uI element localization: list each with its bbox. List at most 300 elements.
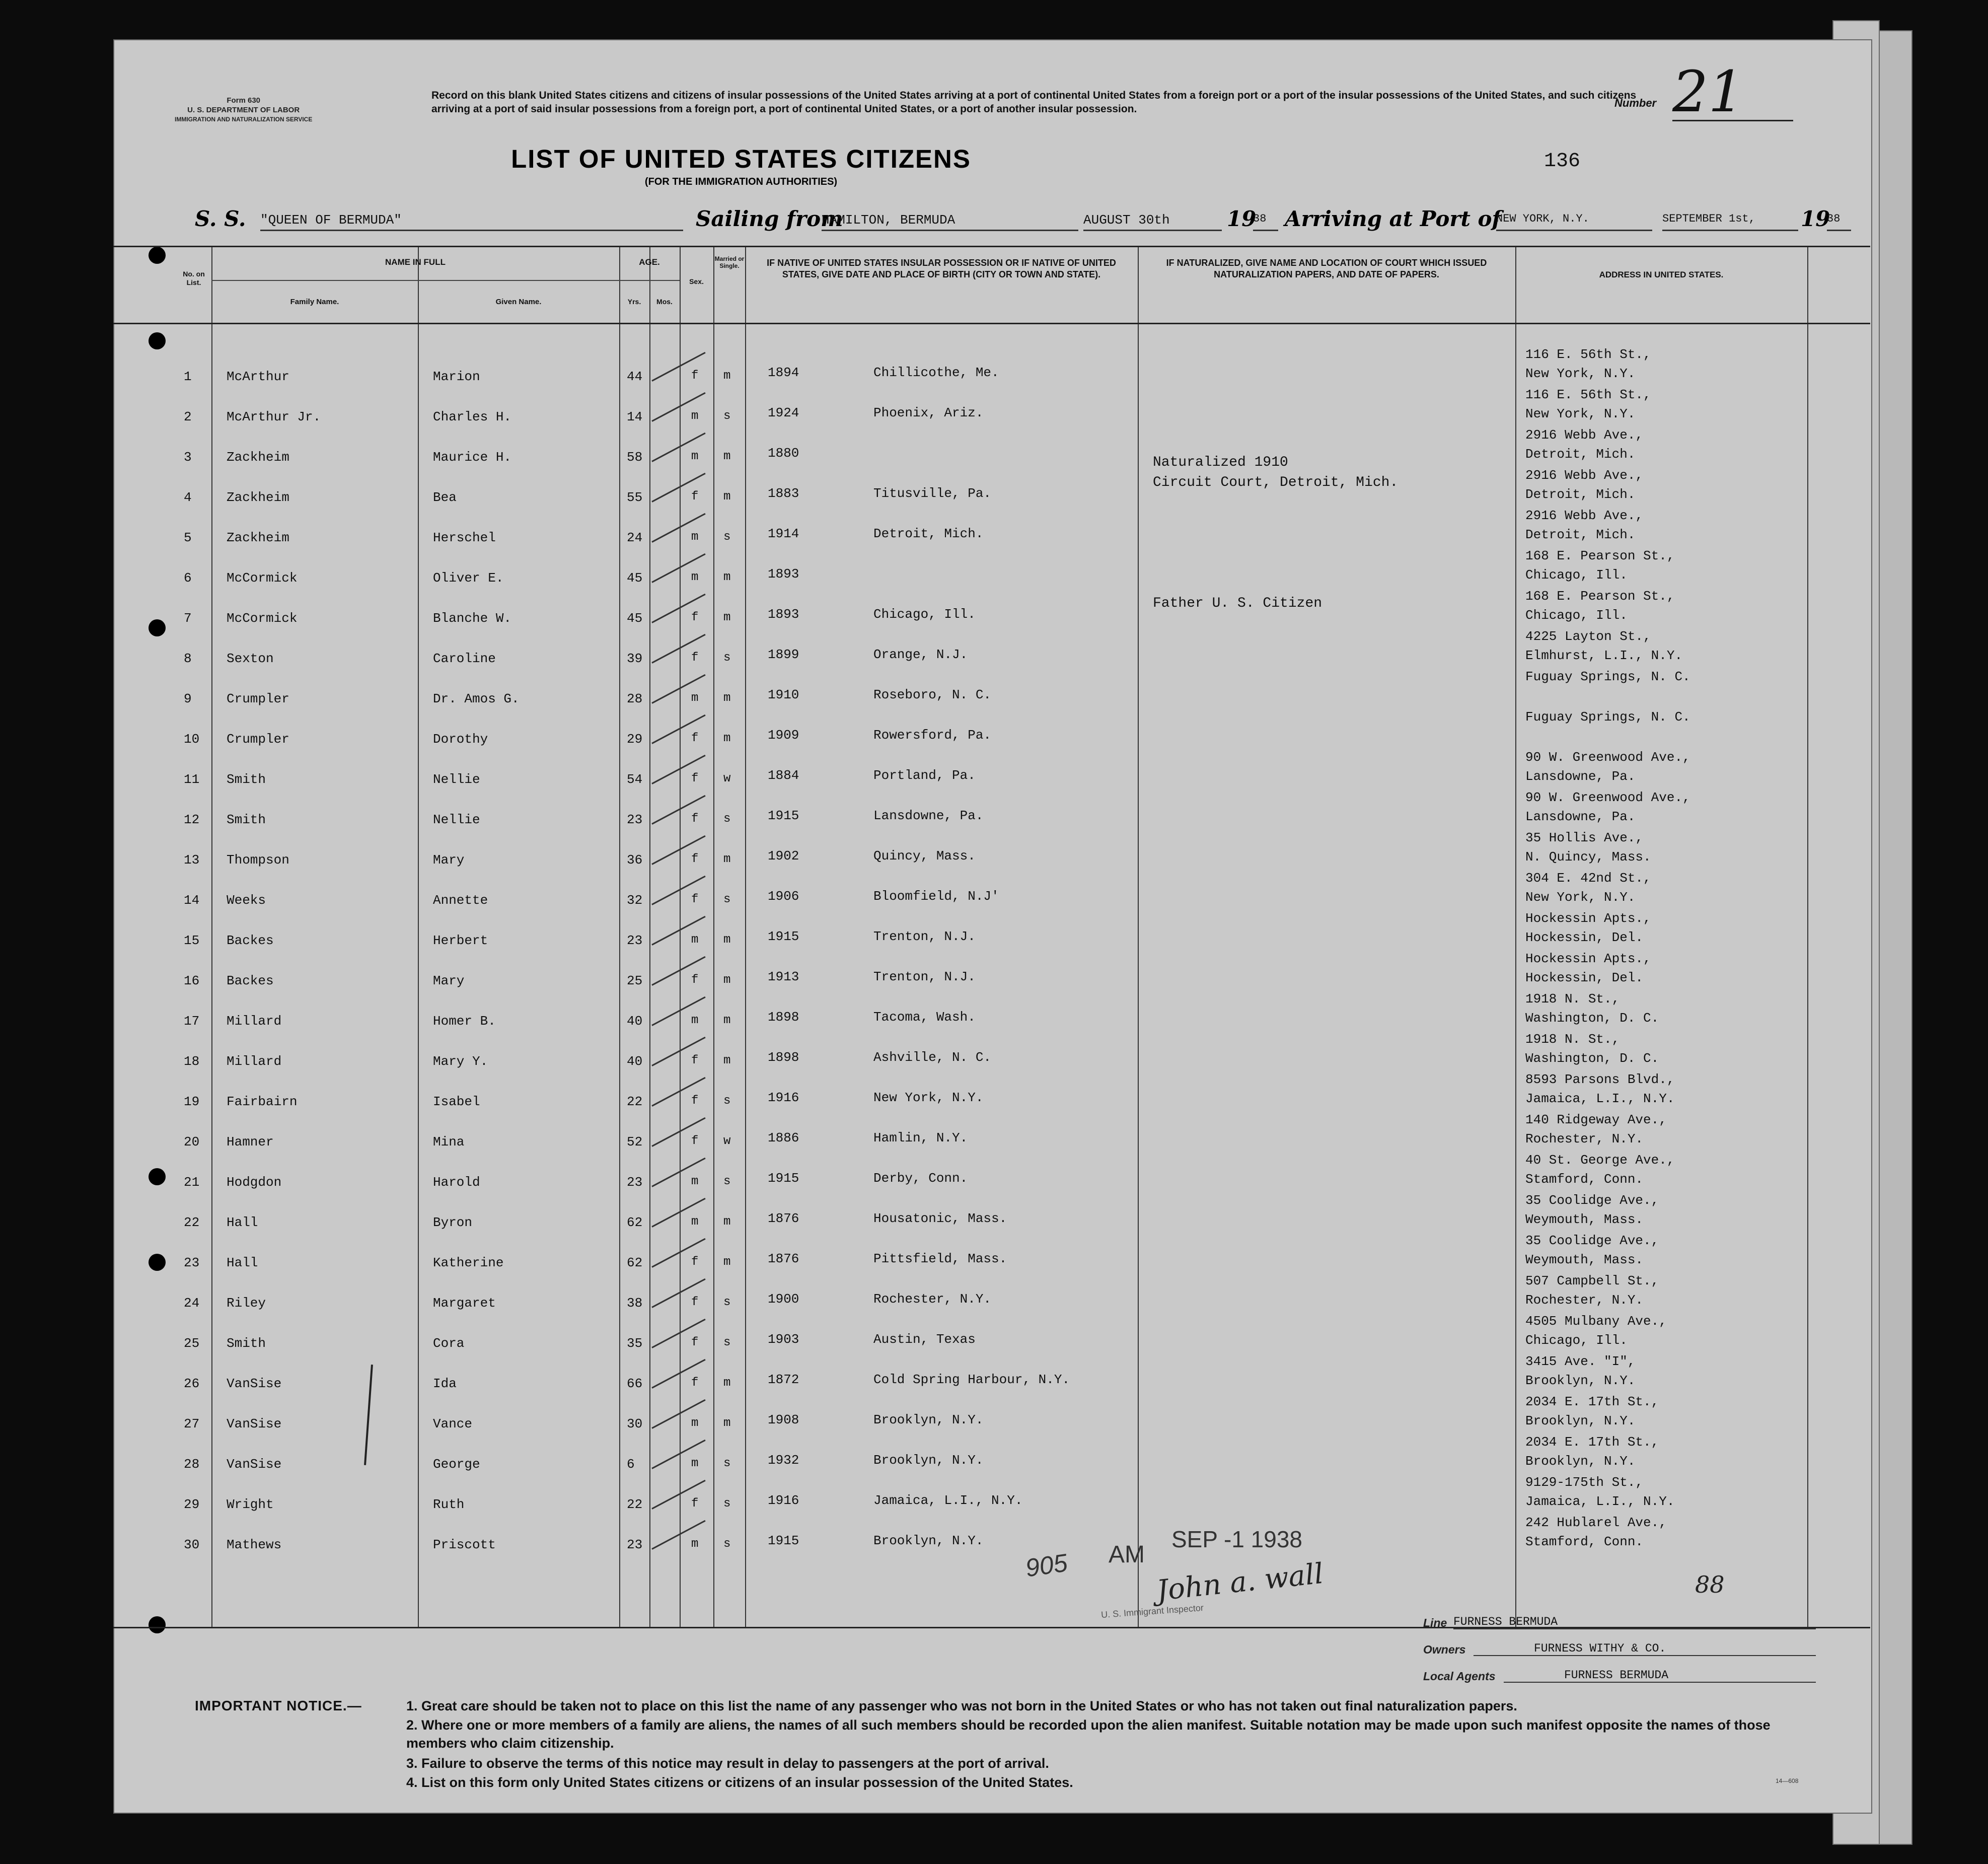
address-line-1: 2916 Webb Ave., <box>1525 427 1644 443</box>
birth-year: 1914 <box>768 526 799 541</box>
age-years: 45 <box>627 611 643 626</box>
inspector-signature: John a. wall <box>1155 1557 1325 1608</box>
table-row <box>113 427 1870 468</box>
sex: f <box>691 1094 699 1108</box>
marital-status: s <box>723 1336 731 1349</box>
sex: m <box>691 1457 699 1470</box>
birth-year: 1880 <box>768 446 799 461</box>
address-line-2: Jamaica, L.I., N.Y. <box>1525 1091 1675 1106</box>
birth-place: Hamlin, N.Y. <box>873 1130 968 1145</box>
address-line-2: Lansdowne, Pa. <box>1525 769 1636 784</box>
header-age: AGE. <box>639 257 660 267</box>
birth-year: 1916 <box>768 1090 799 1105</box>
row-number: 3 <box>184 450 192 465</box>
address-line-1: 90 W. Greenwood Ave., <box>1525 790 1690 805</box>
sex: m <box>691 1215 699 1229</box>
birth-place: Tacoma, Wash. <box>873 1010 976 1025</box>
table-row <box>113 1394 1870 1435</box>
form-identifier <box>175 96 312 124</box>
local-agents-value: FURNESS BERMUDA <box>1504 1669 1816 1683</box>
table-row <box>113 1193 1870 1233</box>
marital-status: s <box>723 1537 731 1551</box>
sex: f <box>691 893 699 906</box>
address-line-2: Lansdowne, Pa. <box>1525 809 1636 824</box>
notice-lead: IMPORTANT NOTICE.— <box>195 1698 362 1713</box>
sex: f <box>691 1497 699 1511</box>
given-name: Nellie <box>433 812 480 827</box>
address-line-2: Chicago, Ill. <box>1525 567 1628 583</box>
birth-year: 1893 <box>768 607 799 622</box>
marital-status: m <box>723 933 731 947</box>
sex: f <box>691 973 699 987</box>
birth-place: Rowersford, Pa. <box>873 728 992 743</box>
marital-status: m <box>723 852 731 866</box>
family-name: Backes <box>227 933 274 948</box>
birth-year: 1900 <box>768 1292 799 1307</box>
address-line-1: 140 Ridgeway Ave., <box>1525 1112 1667 1127</box>
row-number: 20 <box>184 1134 200 1150</box>
birth-place: Chillicothe, Me. <box>873 365 999 380</box>
address-line-1: 35 Coolidge Ave., <box>1525 1193 1659 1208</box>
year-suffix-2: 38 <box>1827 212 1851 231</box>
birth-place: Brooklyn, N.Y. <box>873 1453 984 1468</box>
marital-status: m <box>723 570 731 584</box>
table-row <box>113 669 1870 709</box>
age-years: 52 <box>627 1134 643 1150</box>
address-line-2: New York, N.Y. <box>1525 890 1636 905</box>
address-line-1: 35 Hollis Ave., <box>1525 830 1644 845</box>
blank-instructions: Record on this blank United States citizens and citizens of insular possessions of the United States arriving at a port of continental United States from a foreign port or a port of the insular possessions of the United States, and such citizens arriving at a port of said insular possessions from a foreign port, a port of continental United States, or a port of another insular possession. <box>431 90 1637 115</box>
given-name: Marion <box>433 369 480 384</box>
address-line-1: 90 W. Greenwood Ave., <box>1525 750 1690 765</box>
row-number: 18 <box>184 1054 200 1069</box>
address-line-2: Rochester, N.Y. <box>1525 1131 1644 1146</box>
marital-status: s <box>723 1175 731 1188</box>
address-line-1: 3415 Ave. "I", <box>1525 1354 1636 1369</box>
marital-status: s <box>723 409 731 423</box>
age-years: 6 <box>627 1457 635 1472</box>
form-code: 14—608 <box>1776 1777 1799 1784</box>
birth-place: Chicago, Ill. <box>873 607 976 622</box>
birth-place: Bloomfield, N.J' <box>873 889 999 904</box>
address-line-1: 35 Coolidge Ave., <box>1525 1233 1659 1248</box>
address-line-1: Hockessin Apts., <box>1525 951 1651 966</box>
family-name: VanSise <box>227 1376 282 1391</box>
row-number: 6 <box>184 570 192 586</box>
sex: f <box>691 651 699 665</box>
table-row <box>113 1032 1870 1072</box>
department-name: U. S. DEPARTMENT OF LABOR <box>187 106 300 114</box>
birth-place: Housatonic, Mass. <box>873 1211 1007 1226</box>
sex: f <box>691 611 699 624</box>
row-number: 24 <box>184 1296 200 1311</box>
sailing-from: HAMILTON, BERMUDA <box>822 212 1078 231</box>
age-years: 23 <box>627 1175 643 1190</box>
birth-place: Rochester, N.Y. <box>873 1292 992 1307</box>
marital-status: s <box>723 893 731 906</box>
row-number: 10 <box>184 732 200 747</box>
handwritten-list-number: 21 <box>1672 59 1793 121</box>
header-naturalized: IF NATURALIZED, GIVE NAME AND LOCATION OF COURT WHICH ISSUED NATURALIZATION PAPERS, AND DATE OF PAPERS. <box>1166 258 1487 279</box>
birth-year: 1876 <box>768 1211 799 1226</box>
address-line-2: Detroit, Mich. <box>1525 447 1636 462</box>
table-row <box>113 951 1870 991</box>
given-name: Herbert <box>433 933 488 948</box>
address-line-1: 116 E. 56th St., <box>1525 387 1651 402</box>
family-name: Millard <box>227 1014 282 1029</box>
age-years: 23 <box>627 933 643 948</box>
address-line-1: Fuguay Springs, N. C. <box>1525 669 1690 684</box>
address-line-1: 1918 N. St., <box>1525 991 1620 1007</box>
row-number: 28 <box>184 1457 200 1472</box>
sex: m <box>691 1175 699 1188</box>
row-number: 16 <box>184 973 200 988</box>
row-number: 7 <box>184 611 192 626</box>
sailing-date: AUGUST 30th <box>1083 212 1222 231</box>
birth-year: 1902 <box>768 848 799 864</box>
family-name: McArthur Jr. <box>227 409 321 424</box>
address-line-2: New York, N.Y. <box>1525 366 1636 381</box>
address-line-2: Washington, D. C. <box>1525 1051 1659 1066</box>
family-name: McCormick <box>227 611 298 626</box>
family-name: Smith <box>227 772 266 787</box>
row-number: 30 <box>184 1537 200 1552</box>
given-name: Harold <box>433 1175 480 1190</box>
row-number: 13 <box>184 852 200 868</box>
sex: f <box>691 852 699 866</box>
sailing-label: Sailing from <box>696 206 843 231</box>
birth-year: 1915 <box>768 1171 799 1186</box>
marital-status: s <box>723 1497 731 1511</box>
age-years: 24 <box>627 530 643 545</box>
address-line-2: Chicago, Ill. <box>1525 608 1628 623</box>
given-name: Ruth <box>433 1497 465 1512</box>
address-line-1: 304 E. 42nd St., <box>1525 871 1651 886</box>
table-row <box>113 991 1870 1032</box>
table-row <box>113 830 1870 871</box>
marital-status: m <box>723 1014 731 1027</box>
birth-place: Jamaica, L.I., N.Y. <box>873 1493 1023 1508</box>
age-years: 55 <box>627 490 643 505</box>
sex: f <box>691 772 699 785</box>
family-name: Smith <box>227 812 266 827</box>
marital-status: s <box>723 1094 731 1108</box>
sex: m <box>691 570 699 584</box>
family-name: Hall <box>227 1215 258 1230</box>
birth-place: Titusville, Pa. <box>873 486 992 501</box>
header-given-name: Given Name. <box>495 298 542 306</box>
marital-status: m <box>723 1376 731 1390</box>
given-name: George <box>433 1457 480 1472</box>
family-name: Fairbairn <box>227 1094 298 1109</box>
family-name: Millard <box>227 1054 282 1069</box>
header-address: ADDRESS IN UNITED STATES. <box>1599 270 1724 279</box>
given-name: Homer B. <box>433 1014 496 1029</box>
table-row <box>113 1435 1870 1475</box>
sex: f <box>691 490 699 504</box>
sex: f <box>691 1255 699 1269</box>
birth-place: Portland, Pa. <box>873 768 976 783</box>
marital-status: s <box>723 530 731 544</box>
address-line-2: Washington, D. C. <box>1525 1011 1659 1026</box>
birth-year: 1909 <box>768 728 799 743</box>
birth-year: 1915 <box>768 1533 799 1548</box>
table-row <box>113 709 1870 750</box>
table-row <box>113 548 1870 589</box>
header-years: Yrs. <box>627 298 641 306</box>
given-name: Cora <box>433 1336 465 1351</box>
family-name: Zackheim <box>227 530 289 545</box>
address-line-1: 2034 E. 17th St., <box>1525 1435 1659 1450</box>
address-line-1: 4505 Mulbany Ave., <box>1525 1314 1667 1329</box>
birth-place: Brooklyn, N.Y. <box>873 1412 984 1427</box>
age-years: 58 <box>627 450 643 465</box>
birth-year: 1910 <box>768 687 799 702</box>
sex: f <box>691 1134 699 1148</box>
inspection-ampm: AM <box>1109 1541 1145 1568</box>
birth-year: 1916 <box>768 1493 799 1508</box>
table-row <box>113 911 1870 951</box>
birth-year: 1898 <box>768 1050 799 1065</box>
row-number: 27 <box>184 1416 200 1431</box>
family-name: VanSise <box>227 1416 282 1431</box>
sex: f <box>691 1336 699 1349</box>
birth-place: Lansdowne, Pa. <box>873 808 984 823</box>
given-name: Nellie <box>433 772 480 787</box>
family-name: Thompson <box>227 852 289 868</box>
row-number: 23 <box>184 1255 200 1270</box>
marital-status: m <box>723 691 731 705</box>
table-row <box>113 1153 1870 1193</box>
ship-name: "QUEEN OF BERMUDA" <box>260 212 683 231</box>
address-line-2: Detroit, Mich. <box>1525 487 1636 502</box>
given-name: Byron <box>433 1215 473 1230</box>
service-name: IMMIGRATION AND NATURALIZATION SERVICE <box>175 116 313 123</box>
notice-item-3: 3. Failure to observe the terms of this notice may result in delay to passengers at the port of arrival. <box>406 1756 1049 1771</box>
sex: f <box>691 1296 699 1309</box>
naturalization-note: Circuit Court, Detroit, Mich. <box>1153 475 1398 490</box>
marital-status: m <box>723 1054 731 1067</box>
age-years: 25 <box>627 973 643 988</box>
family-name: Zackheim <box>227 490 289 505</box>
given-name: Bea <box>433 490 457 505</box>
marital-status: m <box>723 1215 731 1229</box>
birth-place: Quincy, Mass. <box>873 848 976 864</box>
sex: m <box>691 530 699 544</box>
stamped-number: 136 <box>1544 150 1581 173</box>
address-line-2: Hockessin, Del. <box>1525 970 1644 985</box>
marital-status: m <box>723 1416 731 1430</box>
number-label: Number <box>1614 97 1657 109</box>
table-row <box>113 1515 1870 1555</box>
line-value: FURNESS BERMUDA <box>1453 1615 1816 1629</box>
birth-place: Orange, N.J. <box>873 647 968 662</box>
birth-year: 1886 <box>768 1130 799 1145</box>
header-number: No. on List. <box>183 270 205 286</box>
table-row <box>113 468 1870 508</box>
table-row <box>113 1354 1870 1394</box>
given-name: Dorothy <box>433 732 488 747</box>
address-line-2: Rochester, N.Y. <box>1525 1293 1644 1308</box>
arrival-date: SEPTEMBER 1st, <box>1662 212 1798 231</box>
row-number: 22 <box>184 1215 200 1230</box>
age-years: 22 <box>627 1497 643 1512</box>
row-number: 5 <box>184 530 192 545</box>
row-number: 19 <box>184 1094 200 1109</box>
inspection-date-stamp: SEP -1 1938 <box>1171 1526 1303 1552</box>
sex: m <box>691 1537 699 1551</box>
age-years: 35 <box>627 1336 643 1351</box>
family-name: Smith <box>227 1336 266 1351</box>
address-line-1: 40 St. George Ave., <box>1525 1153 1675 1168</box>
birth-place: Austin, Texas <box>873 1332 976 1347</box>
address-line-1: 9129-175th St., <box>1525 1475 1644 1490</box>
family-name: Zackheim <box>227 450 289 465</box>
form-number: Form 630 <box>227 96 261 105</box>
owners-label: Owners <box>1423 1643 1466 1656</box>
table-row <box>113 1072 1870 1112</box>
given-name: Mina <box>433 1134 465 1150</box>
address-line-2: Stamford, Conn. <box>1525 1534 1644 1549</box>
marital-status: m <box>723 611 731 624</box>
birth-place: Trenton, N.J. <box>873 969 976 984</box>
given-name: Margaret <box>433 1296 496 1311</box>
address-line-1: 4225 Layton St., <box>1525 629 1651 644</box>
birth-year: 1915 <box>768 929 799 944</box>
given-name: Blanche W. <box>433 611 512 626</box>
family-name: Mathews <box>227 1537 282 1552</box>
age-years: 23 <box>627 812 643 827</box>
arrival-port: NEW YORK, N.Y. <box>1496 212 1652 231</box>
age-years: 29 <box>627 732 643 747</box>
table-row <box>113 871 1870 911</box>
birth-year: 1876 <box>768 1251 799 1266</box>
age-years: 44 <box>627 369 643 384</box>
given-name: Oliver E. <box>433 570 504 586</box>
age-years: 39 <box>627 651 643 666</box>
address-line-1: 168 E. Pearson St., <box>1525 548 1675 563</box>
birth-year: 1893 <box>768 566 799 582</box>
birth-year: 1903 <box>768 1332 799 1347</box>
notice-item-4: 4. List on this form only United States citizens or citizens of an insular possession of the United States. <box>406 1775 1073 1790</box>
owners-value: FURNESS WITHY & CO. <box>1474 1642 1816 1656</box>
row-number: 14 <box>184 893 200 908</box>
family-name: McArthur <box>227 369 289 384</box>
row-number: 9 <box>184 691 192 706</box>
family-name: Crumpler <box>227 691 289 706</box>
marital-status: m <box>723 490 731 504</box>
address-line-1: 2916 Webb Ave., <box>1525 468 1644 483</box>
address-line-1: 8593 Parsons Blvd., <box>1525 1072 1675 1087</box>
given-name: Charles H. <box>433 409 512 424</box>
table-row <box>113 629 1870 669</box>
address-line-2: Elmhurst, L.I., N.Y. <box>1525 648 1683 663</box>
marital-status: m <box>723 1255 731 1269</box>
marital-status: m <box>723 973 731 987</box>
given-name: Herschel <box>433 530 496 545</box>
address-line-2: Detroit, Mich. <box>1525 527 1636 542</box>
inspection-time: 905 <box>1023 1548 1069 1583</box>
row-number: 11 <box>184 772 200 787</box>
row-number: 8 <box>184 651 192 666</box>
birth-year: 1884 <box>768 768 799 783</box>
birth-place: Cold Spring Harbour, N.Y. <box>873 1372 1070 1387</box>
sex: f <box>691 812 699 826</box>
row-number: 2 <box>184 409 192 424</box>
manifest-page <box>113 39 1872 1814</box>
manifest-table <box>113 246 1870 1628</box>
table-row <box>113 1475 1870 1515</box>
given-name: Ida <box>433 1376 457 1391</box>
family-name: VanSise <box>227 1457 282 1472</box>
header-months: Mos. <box>656 298 673 306</box>
row-number: 4 <box>184 490 192 505</box>
marital-status: s <box>723 1296 731 1309</box>
address-line-2: Brooklyn, N.Y. <box>1525 1373 1636 1388</box>
header-married-single: Married or Single. <box>714 255 745 269</box>
marital-status: s <box>723 812 731 826</box>
age-years: 22 <box>627 1094 643 1109</box>
address-line-2: Jamaica, L.I., N.Y. <box>1525 1494 1675 1509</box>
sex: f <box>691 732 699 745</box>
birth-year: 1894 <box>768 365 799 380</box>
age-years: 62 <box>627 1215 643 1230</box>
birth-year: 1913 <box>768 969 799 984</box>
address-line-1: 2034 E. 17th St., <box>1525 1394 1659 1409</box>
family-name: Hodgdon <box>227 1175 282 1190</box>
notice-item-1: 1. Great care should be taken not to place on this list the name of any passenger who was not born in the United States or who has not taken out final naturalization papers. <box>406 1698 1517 1713</box>
table-row <box>113 750 1870 790</box>
given-name: Mary Y. <box>433 1054 488 1069</box>
row-number: 21 <box>184 1175 200 1190</box>
marital-status: s <box>723 651 731 665</box>
address-line-1: 507 Campbell St., <box>1525 1273 1659 1288</box>
ss-label: S. S. <box>195 206 246 231</box>
age-years: 40 <box>627 1014 643 1029</box>
page-subtitle: (FOR THE IMMIGRATION AUTHORITIES) <box>644 176 838 187</box>
family-name: McCormick <box>227 570 298 586</box>
birth-place: Pittsfield, Mass. <box>873 1251 1007 1266</box>
sex: m <box>691 933 699 947</box>
birth-place: Brooklyn, N.Y. <box>873 1533 984 1548</box>
family-name: Weeks <box>227 893 266 908</box>
given-name: Isabel <box>433 1094 480 1109</box>
address-line-2: Brooklyn, N.Y. <box>1525 1413 1636 1428</box>
marital-status: w <box>723 1134 731 1148</box>
birth-place: Derby, Conn. <box>873 1171 968 1186</box>
sex: m <box>691 691 699 705</box>
marital-status: s <box>723 1457 731 1470</box>
address-line-2: Chicago, Ill. <box>1525 1333 1628 1348</box>
age-years: 66 <box>627 1376 643 1391</box>
birth-year: 1883 <box>768 486 799 501</box>
arriving-label: Arriving at Port of <box>1285 206 1501 231</box>
address-line-1: Fuguay Springs, N. C. <box>1525 709 1690 725</box>
row-number: 25 <box>184 1336 200 1351</box>
sex: m <box>691 450 699 463</box>
sex: f <box>691 1054 699 1067</box>
row-number: 29 <box>184 1497 200 1512</box>
row-number: 26 <box>184 1376 200 1391</box>
birth-year: 1899 <box>768 647 799 662</box>
address-line-2: Stamford, Conn. <box>1525 1172 1644 1187</box>
row-number: 12 <box>184 812 200 827</box>
sex: m <box>691 1416 699 1430</box>
family-name: Wright <box>227 1497 274 1512</box>
handwritten-count: 88 <box>1695 1571 1725 1598</box>
address-line-2: Hockessin, Del. <box>1525 930 1644 945</box>
header-name-in-full: NAME IN FULL <box>385 257 446 267</box>
